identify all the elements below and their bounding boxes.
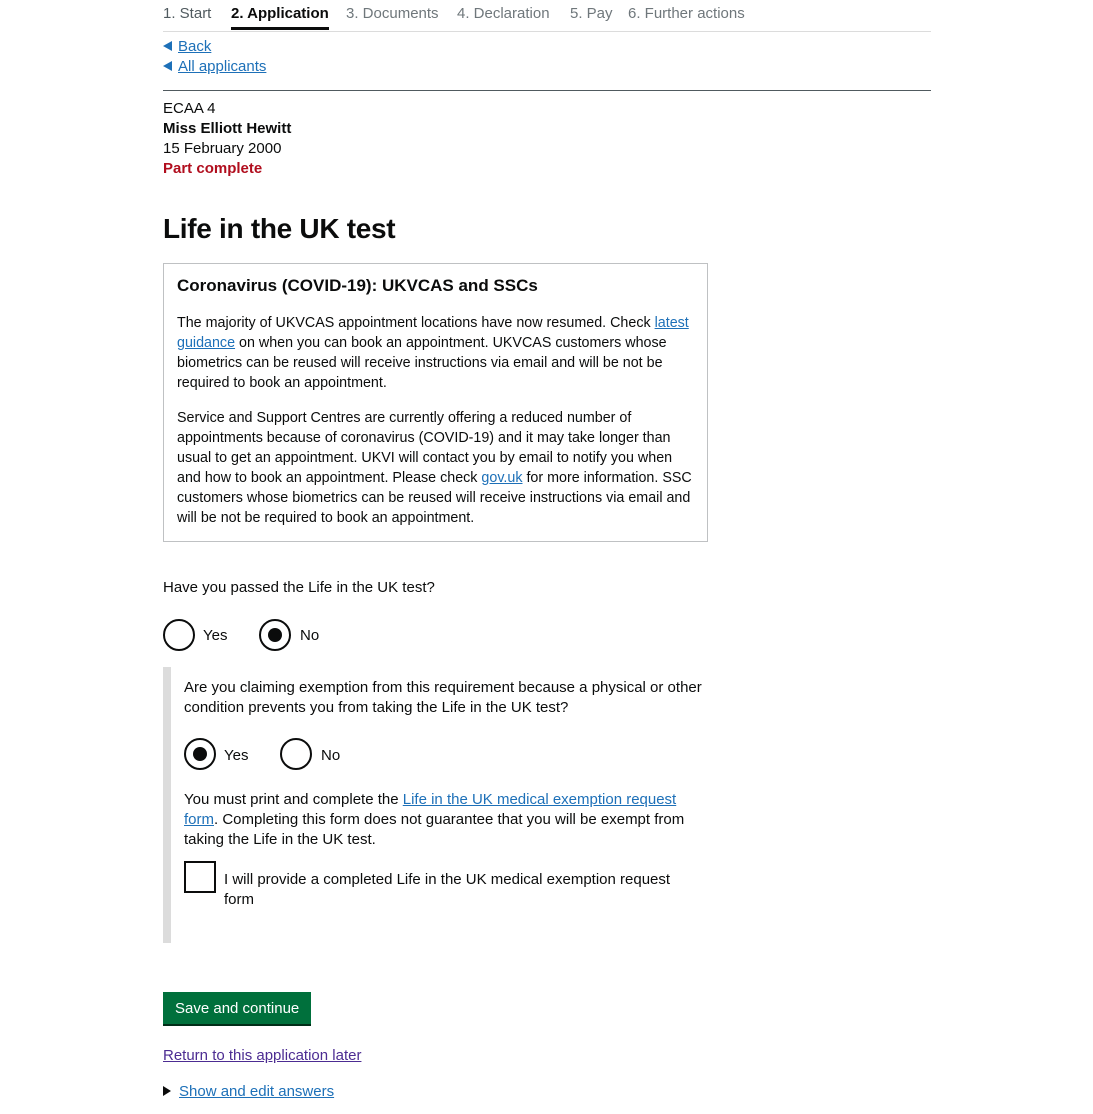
exemption-section: [184, 678, 704, 908]
step-application: 2. Application: [231, 5, 329, 22]
notice-p1-text-end: on when you can book an appointment. UKVCAS customers whose biometrics can be reused will receive instructions via email and will be not be required to book an appointment.: [177, 335, 667, 391]
exemption-info-text: You must print and complete the: [184, 791, 403, 808]
step-declaration: 4. Declaration: [457, 5, 550, 22]
show-edit-answers-label: Show and edit answers: [179, 1083, 335, 1100]
notice-p1-text: The majority of UKVCAS appointment locations have now resumed. Check: [177, 315, 655, 331]
notice-p2-text: Service and Support Centres are currently offering a reduced number of appointments because of coronavirus (COVID-19) and it may take longer than usual to get an appointment. UKVI will contact you by email to notify you when and how to book an appointment. Please check: [177, 410, 673, 486]
application-status: Part complete: [163, 160, 263, 177]
section-divider: [163, 90, 931, 91]
passed-test-no-label[interactable]: No: [300, 627, 320, 644]
applicant-dob: 15 February 2000: [163, 140, 282, 157]
exemption-info-text-end: . Completing this form does not guarantee that you will be exempt from taking the Life in the UK test.: [184, 811, 685, 848]
step-navigation: [163, 0, 931, 32]
step-documents: 3. Documents: [346, 5, 439, 22]
applicant-reference: ECAA 4: [163, 100, 216, 117]
conditional-reveal-border: [163, 667, 171, 943]
exemption-yes-radio[interactable]: [184, 738, 216, 770]
return-later-link[interactable]: Return to this application later: [163, 1047, 362, 1064]
step-further-actions: 6. Further actions: [628, 5, 745, 22]
page-title: Life in the UK test: [163, 213, 396, 244]
applicant-summary: [163, 99, 291, 179]
gov-uk-link[interactable]: gov.uk: [481, 470, 523, 486]
passed-test-question: Have you passed the Life in the UK test?: [163, 579, 435, 596]
step-start[interactable]: 1. Start: [163, 5, 212, 22]
covid-notice-panel: [163, 263, 708, 542]
show-edit-answers-toggle[interactable]: [163, 1082, 334, 1102]
passed-test-no-radio[interactable]: [259, 619, 291, 651]
save-and-continue-button[interactable]: Save and continue: [163, 992, 311, 1024]
exemption-info: [184, 790, 704, 850]
exemption-no-label[interactable]: No: [321, 747, 341, 764]
back-arrow-icon: [163, 61, 172, 71]
passed-test-yes-radio[interactable]: [163, 619, 195, 651]
step-pay: 5. Pay: [570, 5, 613, 22]
provide-form-checkbox-label[interactable]: I will provide a completed Life in the UK medical exemption request form: [224, 871, 671, 908]
exemption-yes-label[interactable]: Yes: [224, 747, 249, 764]
notice-heading: Coronavirus (COVID-19): UKVCAS and SSCs: [177, 276, 538, 295]
main-container: [163, 0, 931, 1100]
notice-p2-text-end: for more information. SSC customers whose biometrics can be reused will receive instructions via email and will be not be required to book an appointment.: [177, 470, 692, 526]
back-links: [163, 37, 266, 77]
provide-form-checkbox[interactable]: [184, 861, 216, 893]
medical-exemption-form-link[interactable]: Life in the UK medical exemption request form: [184, 791, 677, 828]
back-link[interactable]: [163, 37, 266, 57]
applicant-name: Miss Elliott Hewitt: [163, 120, 292, 137]
notice-paragraph-1: [177, 313, 694, 393]
exemption-question: Are you claiming exemption from this requirement because a physical or other condition prevents you from taking the Life in the UK test?: [184, 679, 702, 716]
exemption-no-radio[interactable]: [280, 738, 312, 770]
all-applicants-link[interactable]: [163, 57, 266, 77]
all-applicants-label: All applicants: [178, 58, 267, 75]
latest-guidance-link[interactable]: latest guidance: [177, 315, 689, 351]
back-link-label: Back: [178, 38, 212, 55]
notice-paragraph-2: [177, 408, 694, 528]
passed-test-yes-label[interactable]: Yes: [203, 627, 228, 644]
expand-triangle-icon: [163, 1086, 171, 1096]
back-arrow-icon: [163, 41, 172, 51]
